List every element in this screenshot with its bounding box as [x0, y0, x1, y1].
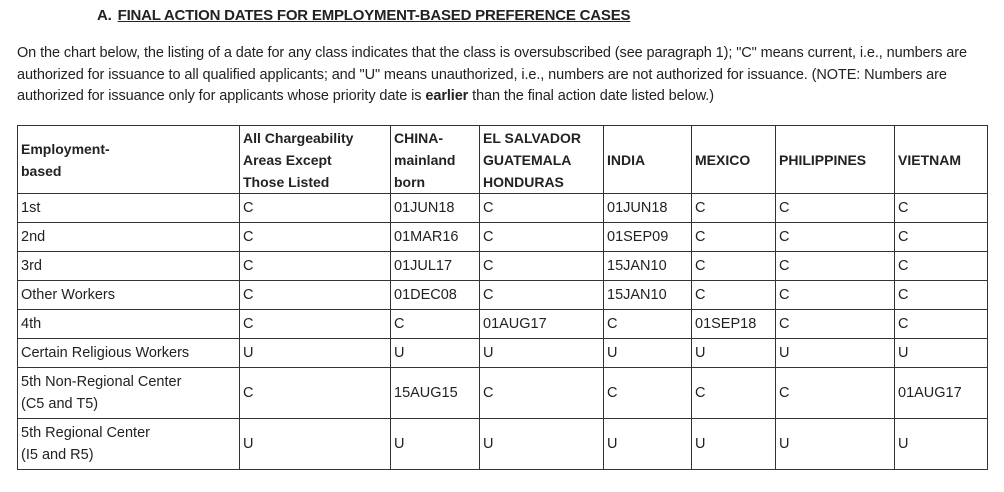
section-heading	[97, 7, 630, 24]
table-cell: C	[895, 252, 988, 281]
table-cell: C	[480, 281, 604, 310]
table-cell: C	[480, 223, 604, 252]
table-row	[18, 223, 988, 252]
table-row	[18, 310, 988, 339]
intro-text-part2: than the final action date listed below.)	[468, 88, 714, 104]
column-header: INDIA	[604, 126, 692, 194]
table-cell: C	[240, 194, 391, 223]
table-cell: U	[391, 339, 480, 368]
table-cell: U	[692, 419, 776, 470]
table-cell: 01JUL17	[391, 252, 480, 281]
column-header: CHINA- mainland born	[391, 126, 480, 194]
table-cell: U	[895, 419, 988, 470]
table-cell: C	[604, 310, 692, 339]
table-cell: 01DEC08	[391, 281, 480, 310]
table-row	[18, 194, 988, 223]
table-cell: C	[692, 223, 776, 252]
table-cell: C	[895, 194, 988, 223]
row-category: 1st	[18, 194, 240, 223]
table-cell: C	[391, 310, 480, 339]
table-cell: U	[240, 339, 391, 368]
table-cell: C	[776, 223, 895, 252]
table-header-row	[18, 126, 988, 194]
table-cell: U	[240, 419, 391, 470]
column-header: Employment- based	[18, 126, 240, 194]
section-letter: A.	[97, 7, 112, 24]
column-header: All Chargeability Areas Except Those Listed	[240, 126, 391, 194]
table-cell: C	[776, 194, 895, 223]
table-cell: C	[776, 281, 895, 310]
table-cell: U	[776, 339, 895, 368]
table-body	[18, 194, 988, 470]
column-header: EL SALVADOR GUATEMALA HONDURAS	[480, 126, 604, 194]
final-action-dates-table	[17, 125, 988, 470]
table-cell: 01JUN18	[391, 194, 480, 223]
row-category: Other Workers	[18, 281, 240, 310]
table-cell: C	[240, 252, 391, 281]
table-row	[18, 419, 988, 470]
table-cell: C	[692, 281, 776, 310]
table-cell: 15JAN10	[604, 252, 692, 281]
intro-paragraph	[17, 43, 992, 108]
table-row	[18, 252, 988, 281]
table-cell: C	[776, 368, 895, 419]
table-cell: C	[692, 368, 776, 419]
table-cell: 15AUG15	[391, 368, 480, 419]
table-row	[18, 368, 988, 419]
section-title: FINAL ACTION DATES FOR EMPLOYMENT-BASED PREFERENCE CASES	[117, 7, 631, 24]
row-category: 3rd	[18, 252, 240, 281]
table-cell: C	[895, 281, 988, 310]
table-cell: 01JUN18	[604, 194, 692, 223]
table-cell: C	[895, 223, 988, 252]
table-row	[18, 339, 988, 368]
table-cell: U	[604, 339, 692, 368]
table-cell: 01SEP09	[604, 223, 692, 252]
table-cell: U	[604, 419, 692, 470]
table-cell: C	[604, 368, 692, 419]
table-cell: C	[480, 368, 604, 419]
table-row	[18, 281, 988, 310]
table-cell: C	[240, 281, 391, 310]
table-cell: U	[895, 339, 988, 368]
table-cell: 01AUG17	[895, 368, 988, 419]
intro-text-part1: On the chart below, the listing of a date for any class indicates that the class is oversubscribed (see paragraph 1); "C" means current, i.e., numbers are authorized for issuance to all qualified applicants; and "U" means unauthorized, i.e., numbers are not authorized for issuance. (NOTE: Numbers are authorized for issuance only for applicants whose priority date is	[17, 45, 967, 104]
table-cell: C	[692, 252, 776, 281]
table-cell: C	[240, 310, 391, 339]
column-header: PHILIPPINES	[776, 126, 895, 194]
row-category: 5th Non-Regional Center (C5 and T5)	[18, 368, 240, 419]
row-category: Certain Religious Workers	[18, 339, 240, 368]
row-category: 4th	[18, 310, 240, 339]
table-cell: C	[240, 368, 391, 419]
table-cell: C	[480, 194, 604, 223]
table-cell: C	[480, 252, 604, 281]
table-cell: C	[776, 252, 895, 281]
table-cell: U	[692, 339, 776, 368]
table-cell: U	[480, 419, 604, 470]
row-category: 2nd	[18, 223, 240, 252]
table-cell: U	[776, 419, 895, 470]
table-cell: C	[692, 194, 776, 223]
table-cell: U	[480, 339, 604, 368]
table-cell: 01AUG17	[480, 310, 604, 339]
table-cell: C	[240, 223, 391, 252]
intro-emphasis: earlier	[425, 88, 469, 104]
table-cell: 15JAN10	[604, 281, 692, 310]
table-cell: C	[895, 310, 988, 339]
table-cell: 01MAR16	[391, 223, 480, 252]
row-category: 5th Regional Center (I5 and R5)	[18, 419, 240, 470]
column-header: VIETNAM	[895, 126, 988, 194]
column-header: MEXICO	[692, 126, 776, 194]
table-cell: U	[391, 419, 480, 470]
table-cell: 01SEP18	[692, 310, 776, 339]
table-cell: C	[776, 310, 895, 339]
